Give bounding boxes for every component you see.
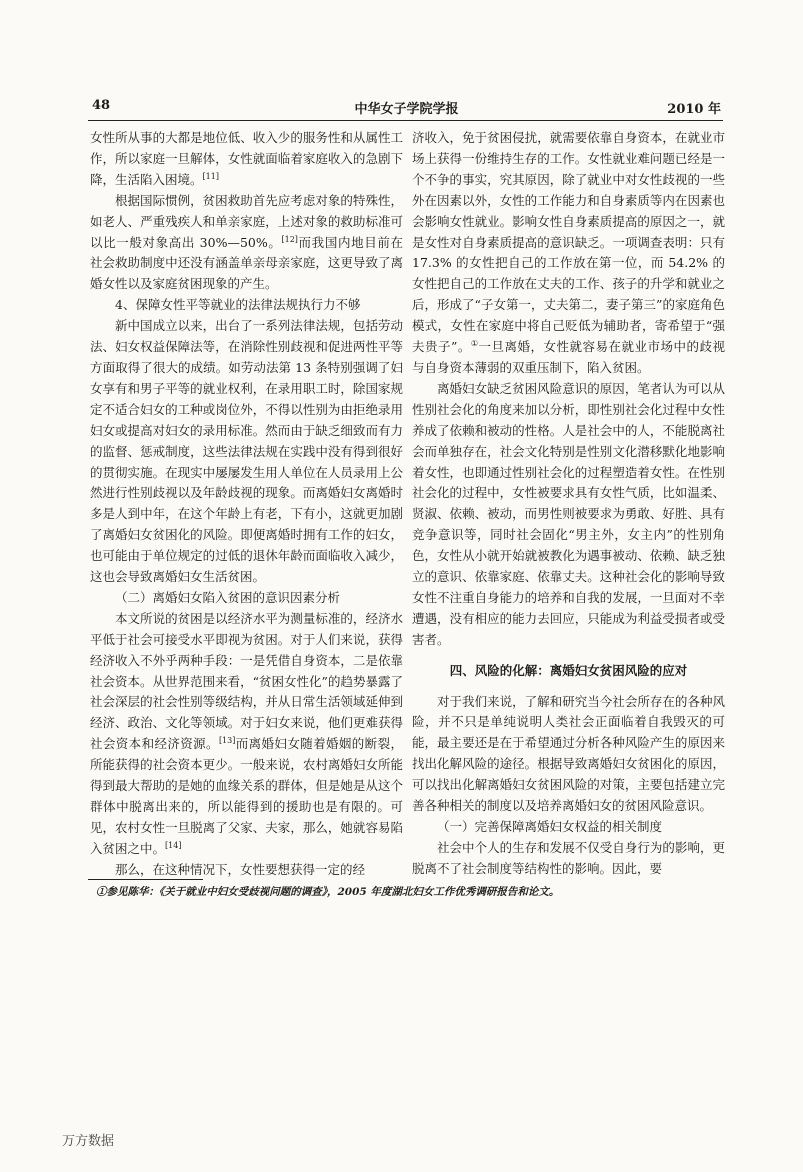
left-column (90, 128, 403, 877)
paragraph: 对于我们来说，了解和研究当今社会所存在的各种风险，并不只是单纯说明人类社会正面临着自我毁灭的可能，最主要还是在于希望通过分析各种风险产生的原因来找出化解风险的途径。根据导致离婚妇女贫困化的原因，可以找出化解离婚妇女贫困风险的对策，主要包括建立完善各种相关的制度以及培养离婚妇女的贫困风险意识。 (412, 693, 725, 814)
citation-ref: [12] (281, 234, 298, 244)
paragraph: 那么，在这种情况下，女性要想获得一定的经 (115, 861, 366, 877)
page-header (92, 98, 721, 120)
journal-title: 中华女子学院学报 (354, 102, 459, 117)
paragraph-text: 一旦离婚，女性就容易在就业市场中的歧视与自身资本薄弱的双重压制下，陷入贫困。 (412, 339, 725, 375)
subheading: （二）离婚妇女陷入贫困的意识因素分析 (115, 589, 341, 605)
citation-ref: [13] (218, 736, 236, 746)
paragraph: 离婚妇女缺乏贫困风险意识的原因，笔者认为可以从性别社会化的角度来加以分析，即性别社会化过程中女性养成了依赖和被动的性格。人是社会中的人，不能脱离社会而单独存在，社会文化特别是性别文化潜移默化地影响着女性，也即通过性别社会化的过程塑造着女性。在性别社会化的过程中，女性被要求具有女性气质，比如温柔、贤淑、依赖、被动，而男性则被要求为勇敢、好胜、具有竞争意识等，同时社会固化“男主外，女主内”的性别角色，女性从小就开始就被教化为遇事被动、依赖、缺乏独立的意识、依靠家庭、依靠丈夫。这种社会化的影响导致女性不注重自身能力的培养和自我的发展，一旦面对不幸遭遇，没有相应的能力去回应，只能成为利益受损者或受害者。 (412, 380, 725, 647)
page-number: 48 (92, 98, 111, 113)
paragraph-text: 根据国际惯例，贫困救助首先应考虑对象的特殊性，如老人、严重残疾人和单亲家庭，上述对象的救助标准可以比一般对象高出 30%—50%。 (90, 192, 403, 250)
paragraph-text: 济收入，免于贫困侵扰，就需要依靠自身资本，在就业市场上获得一份维持生存的工作。女性就业难问题已经是一个不争的事实，究其原因，除了就业中对女性歧视的一些外在因素以外，女性的工作能力和自身素质等内在因素也会影响女性就业。影响女性自身素质提高的原因之一，就是女性对自身素质提高的意识缺乏。一项调查表明：只有 17.3% 的女性把自己的工作放在第一位，而 54.2% 的女性把自己的工作放在丈夫的工作、孩子的升学和就业之后，形成了“子女第一，丈夫第二，妻子第三”的家庭角色模式，女性在家庭中将自己贬低为辅助者，寄希望于“强夫贵子”。 (412, 130, 725, 355)
paragraph (90, 191, 403, 296)
paragraph-text: 而我国内地目前在社会救助制度中还没有涵盖单亲母亲家庭，这更导致了离婚女性以及家庭贫困现象的产生。 (90, 234, 403, 292)
paragraph (90, 128, 403, 191)
subheading: 4、保障女性平等就业的法律法规执行力不够 (115, 297, 361, 313)
paragraph-text: 女性所从事的大都是地位低、收入少的服务性和从属性工作，所以家庭一旦解体，女性就面临着家庭收入的急剧下降，生活陷入困境。 (90, 130, 403, 187)
citation-ref: [14] (165, 840, 182, 850)
footnote-marker: ① (470, 338, 479, 348)
watermark-text: 万方数据 (62, 1134, 115, 1149)
paragraph-text: 而离婚妇女随着婚姻的断裂，所能获得的社会资本更少。一般来说，农村离婚妇女所能得到最大帮助的是她的血缘关系的群体，但是她是从这个群体中脱离出来的，所以能得到的援助也是有限的。可见，农村女性一旦脱离了父家、夫家，那么，她就容易陷入贫困之中。 (90, 736, 403, 856)
paragraph-text: 本文所说的贫困是以经济水平为测量标准的，经济水平低于社会可接受水平即视为贫困。对于人们来说，获得经济收入不外乎两种手段：一是凭借自身资本，二是依靠社会资本。从世界范围来看，“贫困女性化”的趋势暴露了社会深层的社会性别等级结构，并从日常生活领域延伸到经济、政治、文化等领域。对于妇女来说，他们更难获得社会资本和经济资源。 (90, 610, 403, 752)
paragraph: 社会中个人的生存和发展不仅受自身行为的影响，更脱离不了社会制度等结构性的影响。因此，要 (412, 839, 725, 876)
footnote-rule (88, 879, 203, 880)
paragraph: 新中国成立以来，出台了一系列法律法规，包括劳动法、妇女权益保障法等，在消除性别歧视和促进两性平等方面取得了很大的成绩。如劳动法第 13 条特别强调了妇女享有和男子平等的就业权利，在录用职工时，除国家规定不适合妇女的工种或岗位外，不得以性别为由拒绝录用妇女或提高对妇女的录用标准。然而由于缺乏细致而有力的监督、惩戒制度，这些法律法规在实践中没有得到很好的贯彻实施。在现实中屡屡发生用人单位在人员录用上公然进行性别歧视以及年龄歧视的现象。而离婚妇女离婚时多是人到中年，在这个年龄上有老，下有小，这就更加剧了离婚妇女贫困化的风险。即便离婚时拥有工作的妇女，也可能由于单位规定的过低的退休年龄而面临收入减少，这也会导致离婚妇女生活贫困。 (90, 318, 403, 585)
citation-ref: [11] (202, 171, 219, 181)
paragraph (90, 609, 403, 860)
subheading: （一）完善保障离婚妇女权益的相关制度 (437, 819, 663, 834)
footnote: ①参见陈华：《关于就业中妇女受歧视问题的调查》，2005 年度湖北妇女工作优秀调研报告和论文。 (96, 886, 560, 898)
paragraph (412, 128, 725, 379)
section-heading: 四、风险的化解：离婚妇女贫困风险的应对 (449, 662, 688, 678)
right-column (412, 128, 725, 876)
publication-year: 2010 年 (667, 102, 721, 117)
header-rule (88, 120, 723, 121)
